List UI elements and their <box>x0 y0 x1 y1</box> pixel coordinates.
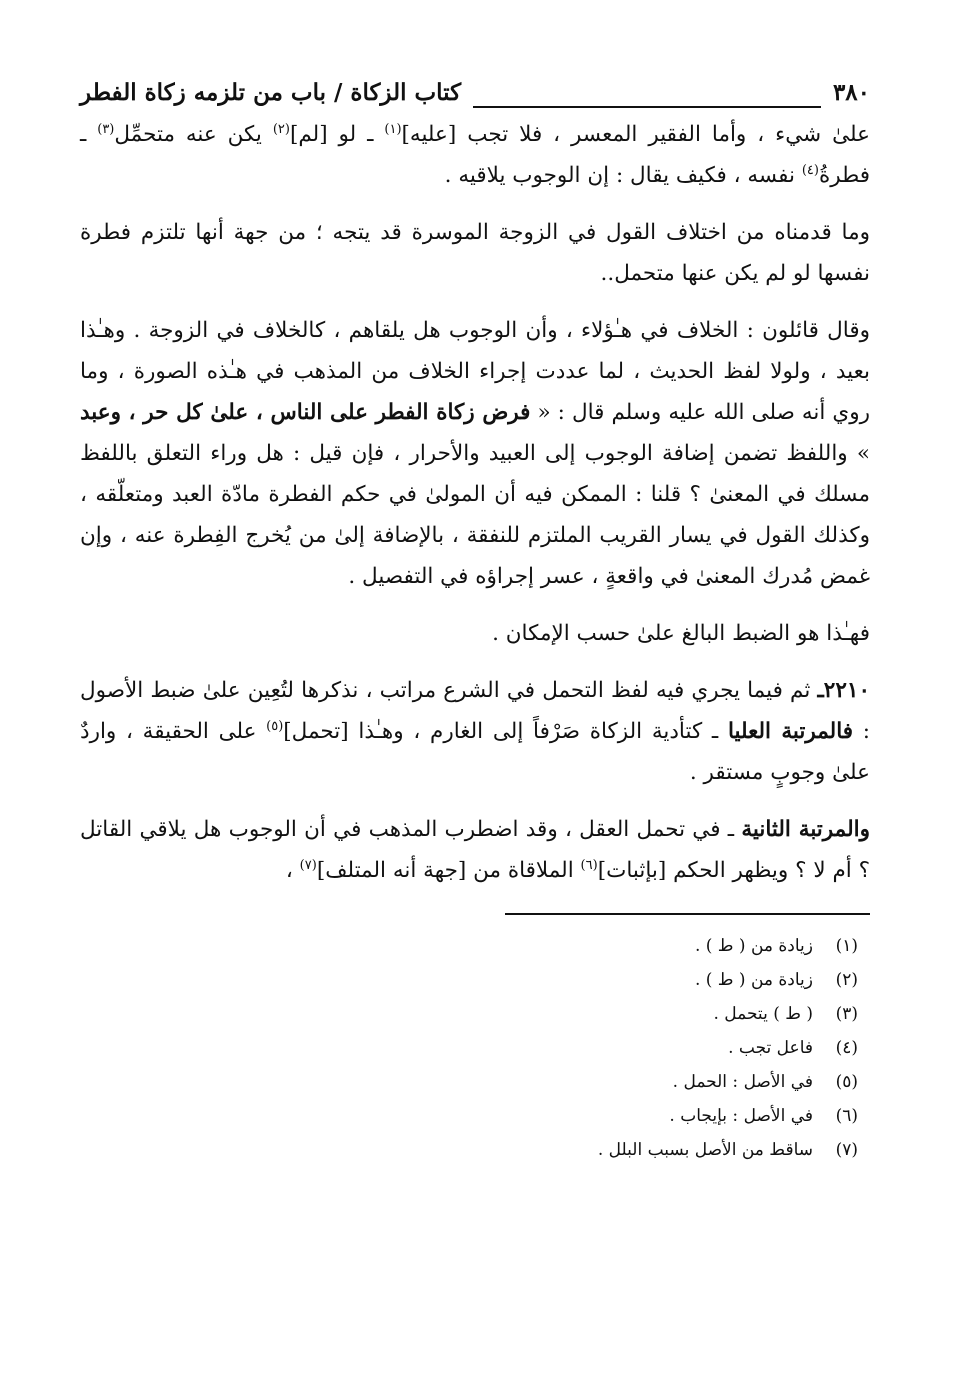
footnote-item <box>80 1099 858 1133</box>
footnote-text: ( ط ) يتحمل . <box>713 1004 813 1024</box>
footnote-ref-4[interactable]: (٤) <box>801 162 819 178</box>
footnote-item <box>80 997 858 1031</box>
footnote-number: (١) <box>835 936 858 956</box>
footnote-separator <box>505 913 870 915</box>
paragraph-4: فهـٰذا هو الضبط البالغ علىٰ حسب الإمكان . <box>492 621 870 646</box>
footnote-ref-1[interactable]: (١) <box>384 121 402 137</box>
p1-text-a: علىٰ شيء ، وأما الفقير المعسر ، فلا تجب [عليه] <box>401 122 870 147</box>
footnote-number: (٢) <box>835 970 858 990</box>
book-page <box>80 78 870 1167</box>
running-header <box>80 78 870 108</box>
footnote-number: (٦) <box>835 1106 858 1126</box>
p6-text-b: الملاقاة من [جهة أنه المتلف] <box>316 858 581 883</box>
p5-text-a: ثم فيما يجري فيه لفظ التحمل في الشرع مراتب ، نذكرها لتُعِين علىٰ ضبط الأصول : <box>80 678 870 744</box>
footnote-text: فاعل تجب . <box>728 1038 813 1058</box>
footnote-number: (٥) <box>835 1072 858 1092</box>
paragraph-5 <box>80 670 870 793</box>
p6-text-c: ، <box>285 858 300 883</box>
footnote-item <box>80 1133 858 1167</box>
section-number: ٢٢١٠ـ <box>817 678 870 703</box>
p1-text-b: ـ لو [لم] <box>289 122 385 147</box>
footnote-number: (٤) <box>835 1038 858 1058</box>
footnotes <box>80 929 858 1167</box>
paragraph-6 <box>80 809 870 891</box>
footnote-text: في الأصل : بإيجاب . <box>669 1106 813 1126</box>
p5-text-c: على الحقيقة ، واردٌ علىٰ وجوبٍ مستقر . <box>80 719 870 785</box>
p6-text-a: ـ في تحمل العقل ، وقد اضطرب المذهب في أن الوجوب هل يلاقي القاتل ؟ أم لا ؟ ويظهر الحكم [بإثبات] <box>80 817 870 883</box>
footnote-item <box>80 963 858 997</box>
footnote-item <box>80 1065 858 1099</box>
p3-text-a: وقال قائلون : الخلاف في هـٰؤلاء ، وأن الوجوب هل يلقاهم ، كالخلاف في الزوجة . وهـٰذا بعيد ، ولولا لفظ الحديث ، لما عددت إجراء الخلاف من المذهب في هـٰذه الصورة ، وما روي أنه صلى الله عليه وسلم قال : « <box>80 318 870 425</box>
paragraph-3 <box>80 310 870 597</box>
header-rule <box>473 94 821 108</box>
footnote-ref-6[interactable]: (٦) <box>580 857 598 873</box>
footnote-number: (٣) <box>835 1004 858 1024</box>
first-rank-heading: فالمرتبة العليا <box>727 719 854 744</box>
footnote-item <box>80 1031 858 1065</box>
paragraph-2: وما قدمناه من اختلاف القول في الزوجة الموسرة قد يتجه ؛ من جهة أنها تلتزم فطرة نفسها لو لم يكن عنها متحمل.. <box>80 220 870 286</box>
page-number: ٣٨٠ <box>832 79 870 106</box>
footnote-text: زيادة من ( ط ) . <box>694 936 813 956</box>
footnote-text: زيادة من ( ط ) . <box>694 970 813 990</box>
p1-text-c: يكن عنه متحمِّل <box>114 122 273 147</box>
paragraph-1 <box>80 114 870 196</box>
p3-text-b: » واللفظ تضمن إضافة الوجوب إلى العبيد والأحرار ، فإن قيل : هل وراء التعلق باللفظ مسلك في المعنىٰ ؟ قلنا : الممكن فيه أن المولىٰ في حكم الفطرة مادّة العبد ومتعلّقه ، وكذلك القول في يسار القريب الملتزم للنفقة ، بالإضافة إلىٰ من يُخرج الفِطرة عنه ، وإن غمض مُدرك المعنىٰ في واقعةٍ ، عسر إجراؤه في التفصيل . <box>80 441 870 589</box>
footnote-ref-5[interactable]: (٥) <box>266 718 284 734</box>
footnote-number: (٧) <box>835 1140 858 1160</box>
footnote-item <box>80 929 858 963</box>
footnote-ref-3[interactable]: (٣) <box>97 121 115 137</box>
p1-text-e: نفسه ، فكيف يقال : إن الوجوب يلاقيه . <box>444 163 802 188</box>
footnote-ref-2[interactable]: (٢) <box>272 121 290 137</box>
p5-text-b: ـ كتأدية الزكاة صَرْفاً إلى الغارم ، وهـٰذا [تحمل] <box>283 719 728 744</box>
footnote-ref-7[interactable]: (٧) <box>299 857 317 873</box>
footnote-text: ساقط من الأصل بسبب البلل . <box>597 1140 813 1160</box>
running-title: كتاب الزكاة / باب من تلزمه زكاة الفطر <box>80 79 462 106</box>
hadith-quote: فرض زكاة الفطر على الناس ، علىٰ كل حر ، وعبد <box>80 400 531 425</box>
p1-text-d: ـ فطرةُ <box>80 122 870 188</box>
footnote-text: في الأصل : الحمل . <box>672 1072 813 1092</box>
second-rank-heading: والمرتبة الثانية <box>741 817 870 842</box>
